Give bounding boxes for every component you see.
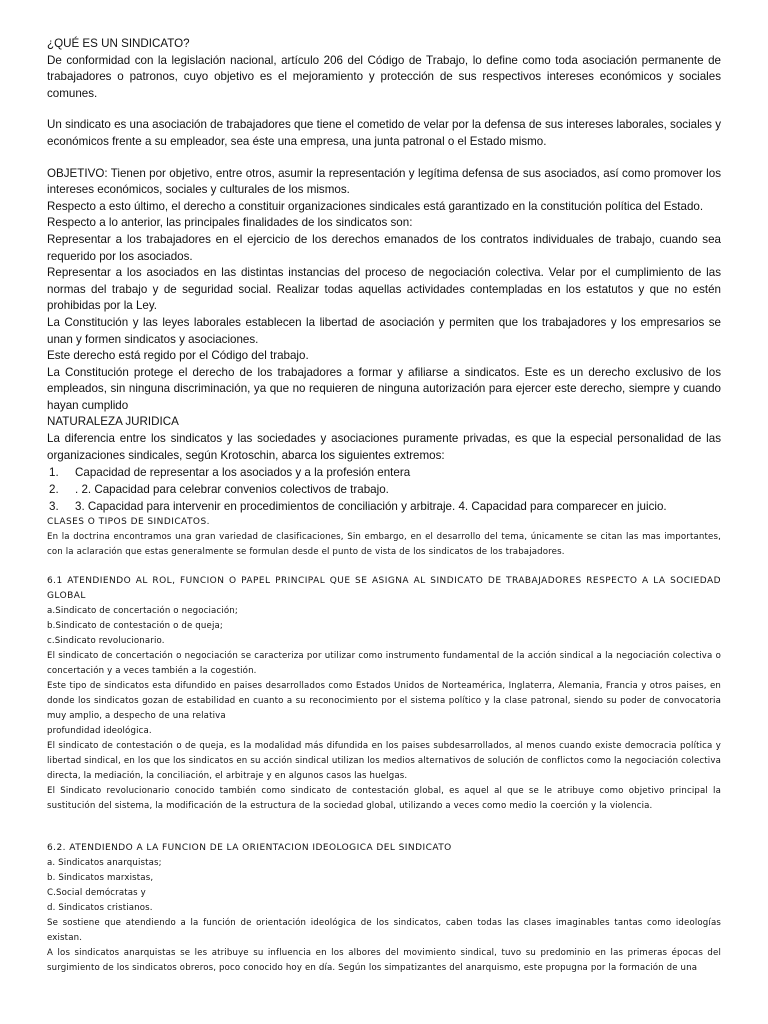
- question-title: ¿QUÉ ES UN SINDICATO?: [47, 37, 190, 50]
- naturaleza-heading: NATURALEZA JURIDICA: [47, 415, 179, 429]
- sec61-item-b: b.Sindicato de contestación o de queja;: [47, 621, 223, 632]
- se-sostiene-paragraph: Se sostiene que atendiendo a la función de orientación ideológica de los sindicatos, caben todas las clases imaginables tantas como ideologías existan.: [47, 918, 721, 944]
- union-paragraph: Un sindicato es una asociación de trabajadores que tiene el cometido de velar por la defensa de sus intereses laborales, sociales y económicos frente a su empleador, sea éste una empresa, una junta patronal o el Estado mismo.: [47, 118, 721, 148]
- sec61-item-c: c.Sindicato revolucionario.: [47, 636, 165, 647]
- clases-heading: CLASES O TIPOS DE SINDICATOS.: [47, 517, 210, 528]
- constitucion-protege-paragraph: La Constitución protege el derecho de los trabajadores a formar y afiliarse a sindicatos. Este es un derecho exclusivo de los empleados, sin ninguna discriminación, ya que no requieren de ninguna autorización para ejercer este derecho, siempre y cuando hayan cumplido: [47, 365, 721, 412]
- definition-paragraph: De conformidad con la legislación nacional, artículo 206 del Código de Trabajo, lo define como toda asociación permanente de trabajadores o patronos, cuyo objetivo es el mejoramiento y protección de sus respectivos intereses económicos y sociales comunes.: [47, 53, 721, 100]
- diferencia-paragraph: La diferencia entre los sindicatos y las sociedades y asociaciones puramente privadas, es que la especial personalidad de las organizaciones sindicales, según Krotoschin, abarca los siguientes extremos:: [47, 432, 721, 462]
- list-item-text: 3. Capacidad para intervenir en procedimientos de conciliación y arbitraje. 4. Capacidad para comparecer en juicio.: [75, 500, 667, 514]
- capacidades-list: [47, 464, 721, 515]
- sec62-item-a: a. Sindicatos anarquistas;: [47, 858, 162, 869]
- list-item: [47, 464, 721, 481]
- este-tipo-paragraph: Este tipo de sindicatos esta difundido en paises desarrollados como Estados Unidos de Norteamérica, Inglaterra, Alemania, Francia y otros paises, en donde los sindicatos gozan de estabilidad en cuanto a su reconocimiento por el sistema político y la clase patronal, siendo su poder de convocatoria muy amplio, a despecho de una relativa: [47, 681, 721, 722]
- section-6-2-heading: 6.2. ATENDIENDO A LA FUNCION DE LA ORIENTACION IDEOLOGICA DEL SINDICATO: [47, 843, 452, 854]
- list-item-text: . 2. Capacidad para celebrar convenios colectivos de trabajo.: [75, 483, 389, 497]
- section-6-1-heading: 6.1 ATENDIENDO AL ROL, FUNCION O PAPEL PRINCIPAL QUE SE ASIGNA AL SINDICATO DE TRABAJADORES RESPECTO A LA SOCIEDAD GLOBAL: [47, 576, 721, 602]
- doctrina-paragraph: En la doctrina encontramos una gran variedad de clasificaciones, Sin embargo, en el desarrollo del tema, únicamente se citan las mas importantes, con la aclaración que estas generalmente se formulan desde el punto de vista de los sindicatos de los trabajadores.: [47, 532, 721, 558]
- sec61-item-a: a.Sindicato de concertación o negociación;: [47, 606, 238, 617]
- derecho-regido-paragraph: Este derecho está regido por el Código del trabajo.: [47, 349, 309, 363]
- representar-asociados-paragraph: Representar a los asociados en las distintas instancias del proceso de negociación colectiva. Velar por el cumplimiento de las normas del trabajo y de seguridad social. Realizar todas aquellas actividades contempladas en los estatutos y que no estén prohibidas por la Ley.: [47, 266, 721, 313]
- list-item-text: Capacidad de representar a los asociados y a la profesión entera: [75, 466, 411, 480]
- document-page: [47, 36, 721, 976]
- list-item-number: 2.: [49, 483, 59, 497]
- objetivo-paragraph: OBJETIVO: Tienen por objetivo, entre otros, asumir la representación y legítima defensa de sus asociados, así como promover los intereses económicos, sociales y culturales de los mismos.: [47, 166, 721, 197]
- contestacion-paragraph: El sindicato de contestación o de queja, es la modalidad más difundida en los paises subdesarrollados, al menos cuando existe democracia política y libertad sindical, en los que los sindicatos en su acción sindical utilizan los medios alternativos de solución de conflictos como la negociación colectiva directa, la mediación, la conciliación, el arbitraje y en algunos casos las huelgas.: [47, 741, 721, 782]
- list-item: [47, 481, 721, 498]
- sec62-item-b: b. Sindicatos marxistas,: [47, 873, 154, 884]
- anarquistas-paragraph: A los sindicatos anarquistas se les atribuye su influencia en los albores del movimiento sindical, tuvo su predominio en las primeras épocas del surgimiento de los sindicatos obreros, poco conocido hoy en día. Según los simpatizantes del anarquismo, este propugna por la formación de una: [47, 948, 721, 974]
- sec62-item-d: d. Sindicatos cristianos.: [47, 903, 153, 914]
- constitucion-libertad-paragraph: La Constitución y las leyes laborales establecen la libertad de asociación y permiten que los trabajadores y los empresarios se unan y formen sindicatos y asociaciones.: [47, 315, 721, 346]
- list-item-number: 1.: [49, 466, 59, 480]
- respecto-ultimo-paragraph: Respecto a esto último, el derecho a constituir organizaciones sindicales está garantizado en la constitución política del Estado.: [47, 199, 704, 213]
- list-item-number: 3.: [49, 500, 59, 514]
- respecto-anterior-paragraph: Respecto a lo anterior, las principales finalidades de los sindicatos son:: [47, 216, 413, 230]
- concertacion-paragraph: El sindicato de concertación o negociación se caracteriza por utilizar como instrumento fundamental de la acción sindical a la negociación colectiva o concertación y a veces también a la cogestión.: [47, 651, 721, 677]
- sec62-item-c: C.Social demócratas y: [47, 888, 146, 899]
- revolucionario-paragraph: El Sindicato revolucionario conocido también como sindicato de contestación global, es aquel al que se le atribuye como objetivo principal la sustitución del sistema, la modificación de la estructura de la sociedad global, utilizando a veces como medio la coerción y la violencia.: [47, 786, 721, 812]
- profundidad-line: profundidad ideológica.: [47, 726, 152, 737]
- list-item: [47, 498, 721, 515]
- representar-trabajadores-paragraph: Representar a los trabajadores en el ejercicio de los derechos emanados de los contratos individuales de trabajo, cuando sea requerido por los asociados.: [47, 232, 721, 263]
